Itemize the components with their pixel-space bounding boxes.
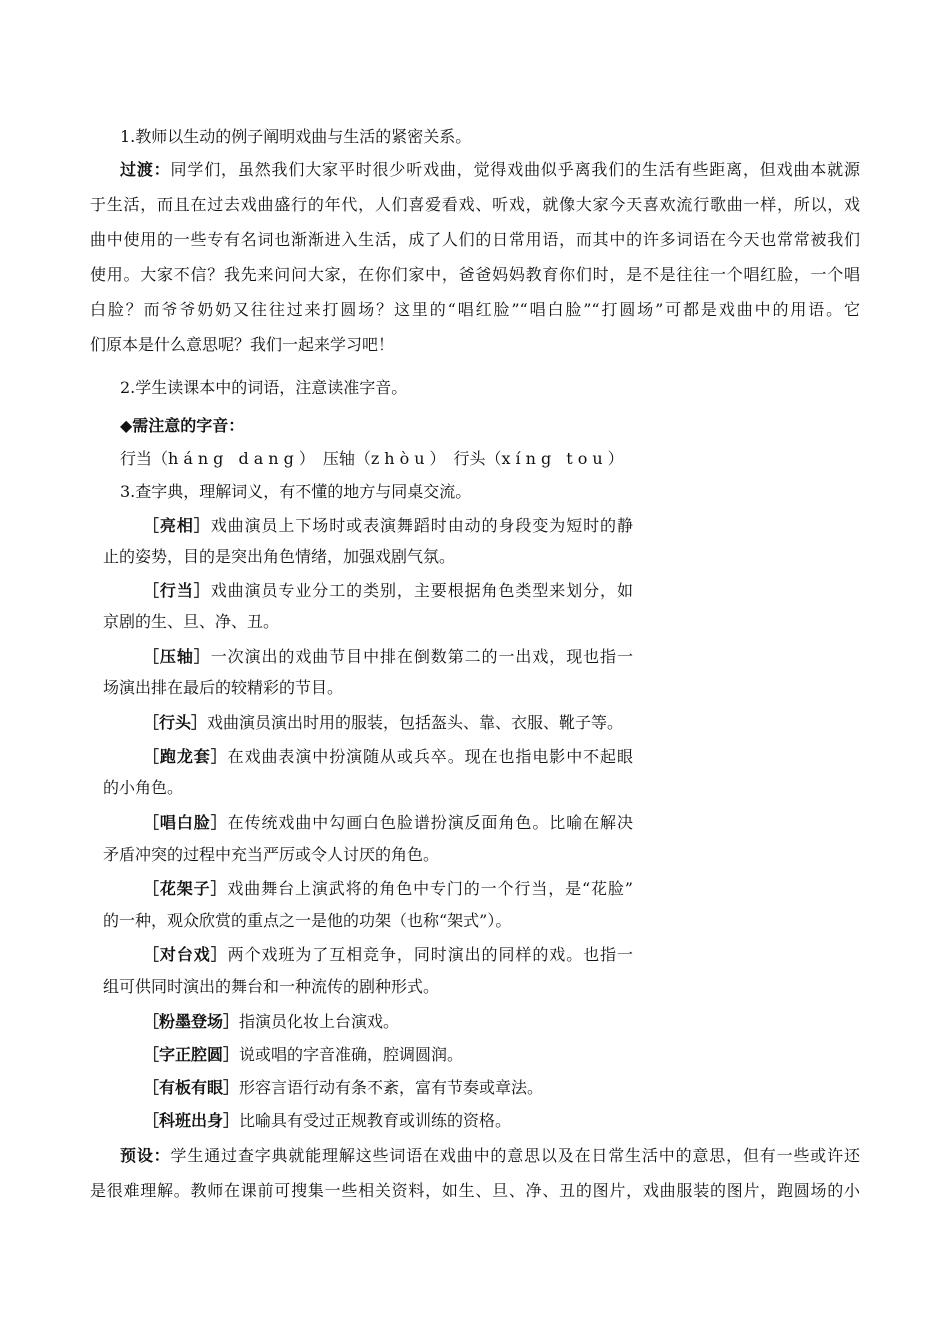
- term-paolongtao-cont: 的小角色。: [103, 778, 184, 797]
- transition-line-6: 们原本是什么意思呢？我们一起来学习吧！: [90, 335, 395, 354]
- transition-line-2: 于生活，而且在过去戏曲盛行的年代，人们喜爱看戏、听戏，就像大家今天喜欢流行歌曲一样，所以，戏: [90, 195, 860, 214]
- preset-label: 预设：: [120, 1146, 171, 1165]
- term-xingtou: ［行头］戏曲演员演出时用的服装，包括盔头、靠、衣服、靴子等。: [143, 713, 624, 732]
- term-kebanchushen: ［科班出身］比喻具有受过正规教育或训练的资格。: [143, 1111, 512, 1130]
- transition-line-5: 白脸？而爷爷奶奶又往往过来打圆场？这里的“唱红脸”“唱白脸”“打圆场”可都是戏曲中的用语。它: [90, 300, 860, 319]
- term-liangxiang-cont: 止的姿势，目的是突出角色情绪，加强戏剧气氛。: [103, 547, 456, 566]
- term-changbailian: ［唱白脸］在传统戏曲中勾画白色脸谱扮演反面角色。比喻在解决: [143, 813, 633, 832]
- transition-label: 过渡：: [120, 160, 171, 179]
- term-yazhou-cont: 场演出排在最后的较精彩的节目。: [103, 678, 344, 697]
- term-fenmodengchang: ［粉墨登场］指演员化妆上台演戏。: [143, 1012, 400, 1031]
- transition-line-4: 使用。大家不信？我先来问问大家，在你们家中，爸爸妈妈教育你们时，是不是往往一个唱红脸，一个唱: [90, 265, 860, 284]
- step-2-paragraph: 2.学生读课本中的词语，注意读准字音。: [120, 378, 408, 397]
- term-duitaixi-cont: 组可供同时演出的舞台和一种流传的剧种形式。: [103, 977, 440, 996]
- term-huajiazi: ［花架子］戏曲舞台上演武将的角色中专门的一个行当，是“花脸”: [143, 879, 633, 898]
- term-hangdang: ［行当］戏曲演员专业分工的类别，主要根据角色类型来划分，如: [143, 581, 633, 600]
- term-duitaixi: ［对台戏］两个戏班为了互相竞争，同时演出的同样的戏。也指一: [143, 945, 633, 964]
- term-paolongtao: ［跑龙套］在戏曲表演中扮演随从或兵卒。现在也指电影中不起眼: [143, 747, 633, 766]
- term-yazhou: ［压轴］一次演出的戏曲节目中排在倒数第二的一出戏，现也指一: [143, 647, 633, 666]
- step-1-paragraph: 1.教师以生动的例子阐明戏曲与生活的紧密关系。: [120, 127, 472, 146]
- pinyin-zhou: zhòu: [370, 449, 430, 468]
- term-huajiazi-cont: 的一种，观众欣赏的重点之一是他的功架（也称“架式”）。: [103, 911, 512, 930]
- preset-line-2: 是很难理解。教师在课前可搜集一些相关资料，如生、旦、净、丑的图片，戏曲服装的图片，跑圆场的小: [90, 1181, 860, 1200]
- pinyin-line: 行当（háng dang） 压轴（zhòu） 行头（xíng tou）: [120, 449, 624, 468]
- note-heading: ◆需注意的字音：: [120, 416, 245, 435]
- step-3-paragraph: 3.查字典，理解词义，有不懂的地方与同桌交流。: [120, 482, 472, 501]
- term-changbailian-cont: 矛盾冲突的过程中充当严厉或令人讨厌的角色。: [103, 845, 440, 864]
- pinyin-hangdang: háng dang: [168, 449, 299, 468]
- term-zizhengqiangyuan: ［字正腔圆］说或唱的字音准确，腔调圆润。: [143, 1045, 464, 1064]
- term-youbanyouyan: ［有板有眼］形容言语行动有条不紊，富有节奏或章法。: [143, 1078, 544, 1097]
- transition-line-3: 曲中使用的一些专有名词也渐渐进入生活，成了人们的日常用语，而其中的许多词语在今天也常常被我们: [90, 230, 860, 249]
- preset-line-1: 预设：学生通过查字典就能理解这些词语在戏曲中的意思以及在日常生活中的意思，但有一些或许还: [120, 1146, 860, 1165]
- term-hangdang-cont: 京剧的生、旦、净、丑。: [103, 612, 280, 631]
- term-liangxiang: ［亮相］戏曲演员上下场时或表演舞蹈时由动的身段变为短时的静: [143, 516, 633, 535]
- pinyin-xingtou: xíng tou: [501, 449, 608, 468]
- transition-line-1: 过渡：同学们，虽然我们大家平时很少听戏曲，觉得戏曲似乎离我们的生活有些距离，但戏曲本就源: [120, 160, 860, 179]
